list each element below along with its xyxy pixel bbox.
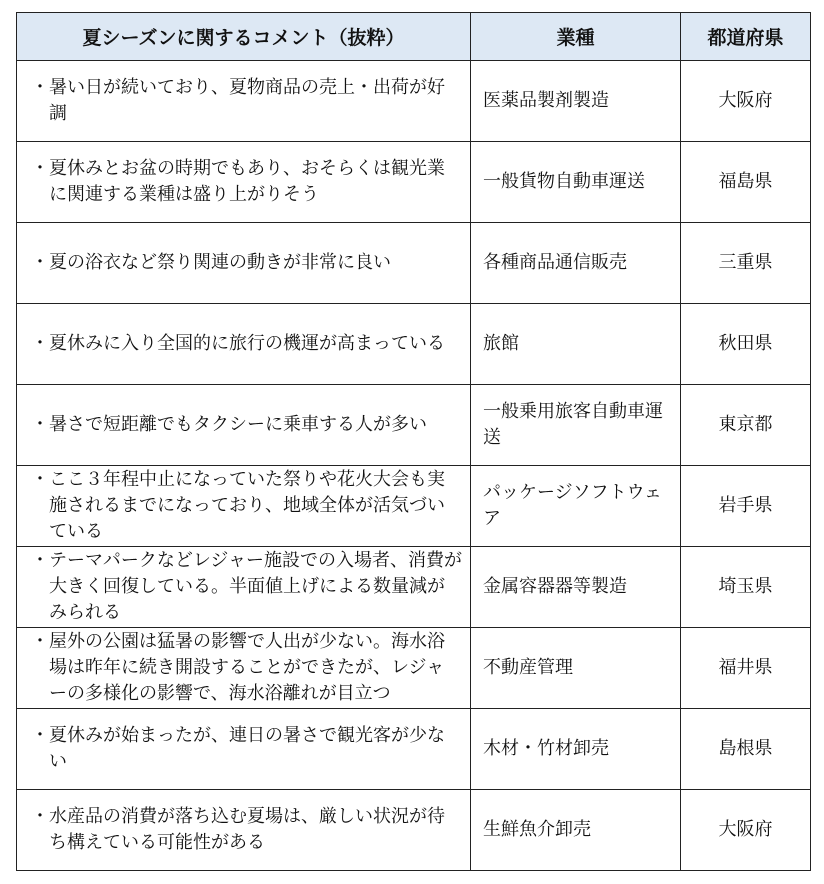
comment-cell [17,61,471,142]
industry-cell: 旅館 [471,304,681,385]
industry-cell: 生鮮魚介卸売 [471,790,681,871]
comment-cell [17,466,471,547]
comment-cell [17,223,471,304]
header-prefecture: 都道府県 [681,13,811,61]
table-row [17,304,811,385]
comment-text: ・水産品の消費が落ち込む夏場は、厳しい状況が待ち構えている可能性がある [31,806,445,853]
table-header-row [17,13,811,61]
prefecture-cell: 大阪府 [681,790,811,871]
table-row [17,709,811,790]
industry-cell: 各種商品通信販売 [471,223,681,304]
table-row [17,628,811,709]
comment-text: ・夏休みが始まったが、連日の暑さで観光客が少ない [31,725,445,772]
comment-cell [17,790,471,871]
industry-cell: 医薬品製剤製造 [471,61,681,142]
comment-cell [17,547,471,628]
prefecture-cell: 三重県 [681,223,811,304]
header-comment: 夏シーズンに関するコメント（抜粋） [17,13,471,61]
comment-cell [17,709,471,790]
industry-cell: 不動産管理 [471,628,681,709]
prefecture-cell: 大阪府 [681,61,811,142]
prefecture-cell: 秋田県 [681,304,811,385]
prefecture-cell: 福井県 [681,628,811,709]
prefecture-cell: 島根県 [681,709,811,790]
industry-cell: 一般乗用旅客自動車運送 [471,385,681,466]
comment-text: ・暑さで短距離でもタクシーに乗車する人が多い [31,414,427,435]
prefecture-cell: 福島県 [681,142,811,223]
prefecture-cell: 東京都 [681,385,811,466]
prefecture-cell: 岩手県 [681,466,811,547]
comment-text: ・夏休みとお盆の時期でもあり、おそらくは観光業に関連する業種は盛り上がりそう [31,158,445,205]
table-row [17,223,811,304]
comments-table-container [16,12,811,871]
comment-text: ・夏の浴衣など祭り関連の動きが非常に良い [31,252,391,273]
comment-cell [17,304,471,385]
industry-cell: 木材・竹材卸売 [471,709,681,790]
comment-text: ・テーマパークなどレジャー施設での入場者、消費が大きく回復している。半面値上げによる数量減がみられる [31,550,463,623]
industry-cell: パッケージソフトウェア [471,466,681,547]
header-industry: 業種 [471,13,681,61]
table-row [17,790,811,871]
comment-text: ・暑い日が続いており、夏物商品の売上・出荷が好調 [31,77,445,124]
prefecture-cell: 埼玉県 [681,547,811,628]
comment-cell [17,628,471,709]
table-row [17,61,811,142]
comment-cell [17,385,471,466]
comment-text: ・屋外の公園は猛暑の影響で人出が少ない。海水浴場は昨年に続き開設することができたが、レジャーの多様化の影響で、海水浴離れが目立つ [31,631,445,704]
comment-cell [17,142,471,223]
industry-cell: 一般貨物自動車運送 [471,142,681,223]
comment-text: ・ここ３年程中止になっていた祭りや花火大会も実施されるまでになっており、地域全体が活気づいている [31,469,445,542]
table-row [17,385,811,466]
table-row [17,142,811,223]
industry-cell: 金属容器器等製造 [471,547,681,628]
table-row [17,547,811,628]
table-row [17,466,811,547]
comment-text: ・夏休みに入り全国的に旅行の機運が高まっている [31,333,445,354]
summer-comments-table [16,12,811,871]
